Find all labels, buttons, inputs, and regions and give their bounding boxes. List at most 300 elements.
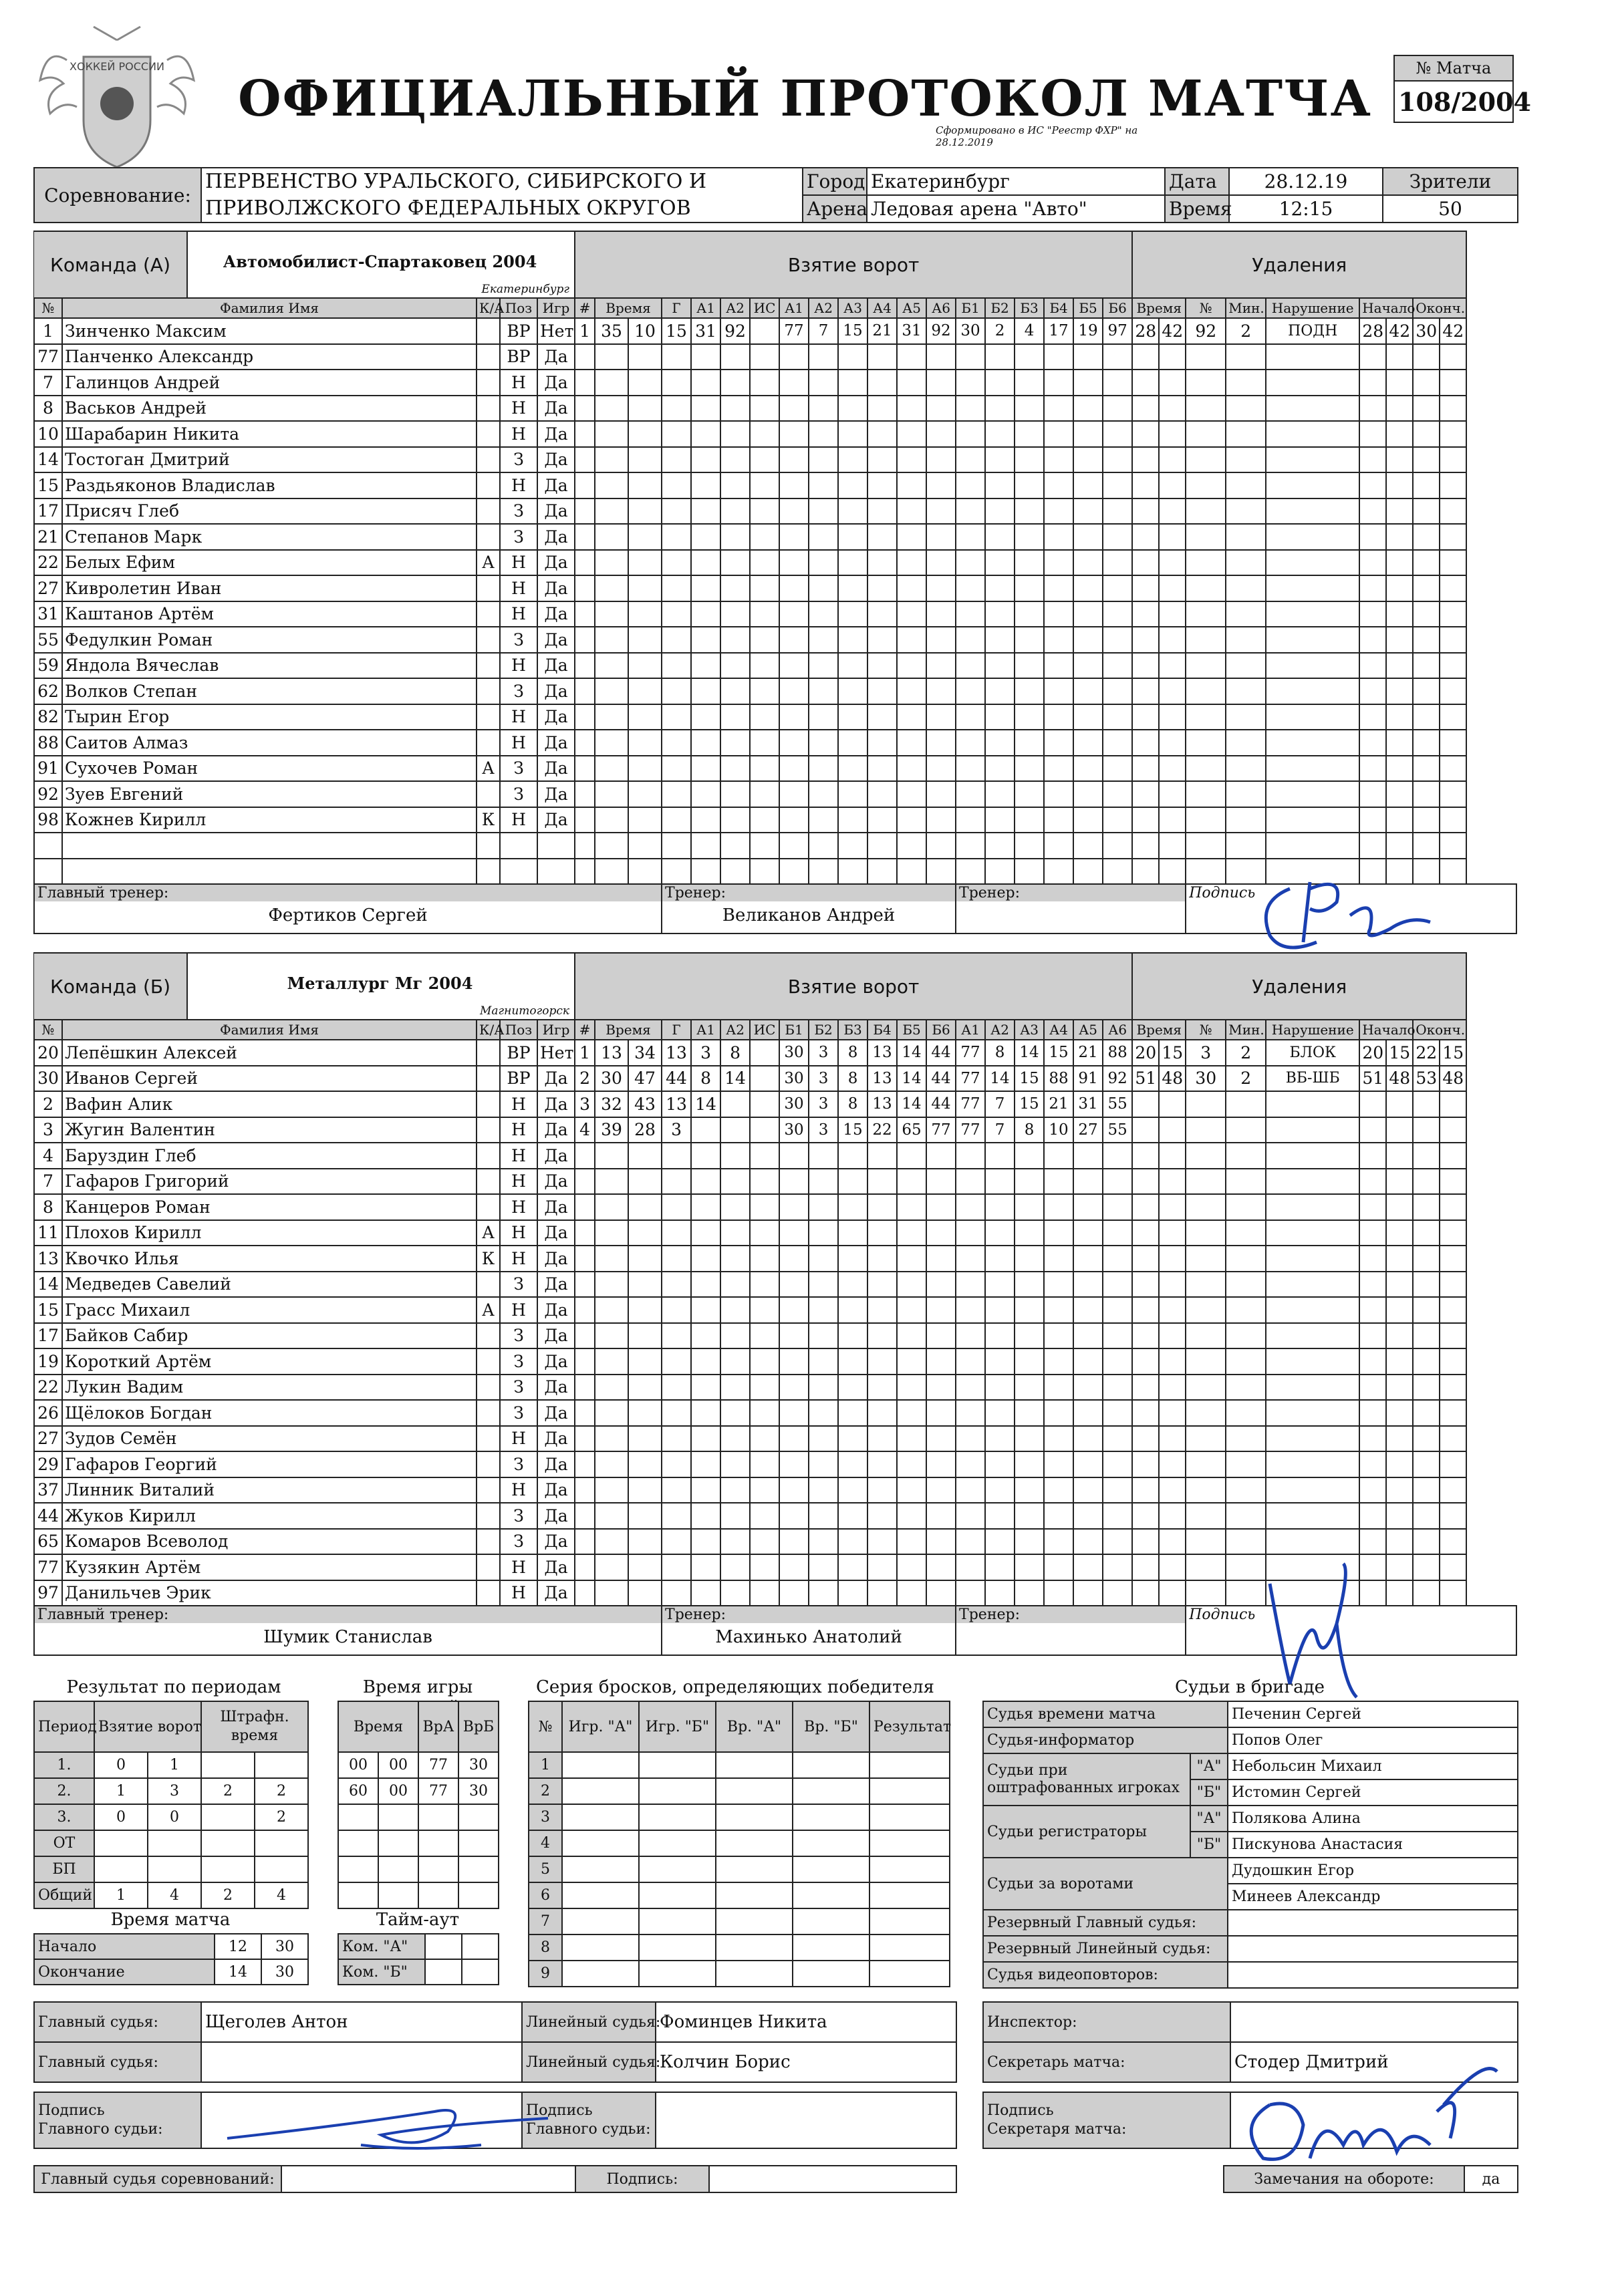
penalties-header: Удаления (1132, 231, 1466, 298)
goals-a: 1 (94, 1882, 148, 1908)
player-play: Да (537, 472, 575, 498)
goal-judge-1: Дудошкин Егор (1228, 1858, 1518, 1884)
sign-label: Подпись (1189, 1606, 1256, 1623)
player-ka (477, 1503, 500, 1529)
goals-b: 4 (148, 1882, 201, 1908)
arena: Ледовая арена "Авто" (867, 195, 1165, 223)
player-name: Линник Виталий (62, 1477, 477, 1503)
player-pos: ВР (500, 1040, 537, 1066)
goals-b (148, 1830, 201, 1856)
on-ice-player: 13 (867, 1040, 897, 1066)
sign-label: Подпись (987, 2102, 1054, 2119)
col-num: № (34, 1020, 62, 1040)
col-scorer: Г (662, 298, 691, 318)
on-ice-player: 55 (1103, 1117, 1132, 1143)
main-referee-sign-label: Главного судьи: (38, 2121, 163, 2138)
table-row (34, 1297, 1516, 1323)
on-ice-player: 88 (1044, 1066, 1073, 1092)
pim-b (255, 1856, 308, 1882)
player-number: 29 (34, 1451, 62, 1477)
match-info (33, 167, 1518, 223)
end-minute: 30 (261, 1959, 308, 1985)
table-row (529, 1752, 950, 1778)
time: 12:15 (1229, 195, 1383, 223)
player-number: 27 (34, 1426, 62, 1452)
on-ice-player: 15 (1015, 1091, 1044, 1117)
team-a-roster (33, 231, 1517, 934)
col-onice: А5 (897, 298, 926, 318)
a-label: "А" (1190, 1753, 1228, 1779)
player-number: 8 (34, 1194, 62, 1220)
goals-header: Взятие ворот (575, 231, 1132, 298)
team_b-city: Магнитогорск (480, 1004, 570, 1018)
remarks-label: Замечания на обороте: (1224, 2166, 1464, 2192)
player-pos: З (500, 781, 537, 807)
player-number: 62 (34, 678, 62, 704)
player-number: 14 (34, 1272, 62, 1298)
player-pos: Н (500, 601, 537, 627)
player-pos: З (500, 1529, 537, 1555)
timekeeper: Печенин Сергей (1228, 1701, 1518, 1727)
player-pos: Н (500, 472, 537, 498)
player-number: 27 (34, 575, 62, 601)
pen-end-sec: 42 (1440, 318, 1466, 344)
pen-violation: БЛОК (1266, 1040, 1359, 1066)
goal-scorer: 3 (662, 1117, 691, 1143)
timeout-b-label: Ком. "Б" (338, 1959, 425, 1985)
spectators: 50 (1383, 195, 1518, 223)
player-pos: З (500, 498, 537, 525)
penalty-judge-a: Небольсин Михаил (1228, 1753, 1518, 1779)
shootout (528, 1701, 950, 1987)
on-ice-player: 44 (926, 1066, 956, 1092)
coach-cell (662, 884, 956, 934)
goal-assist1: 8 (691, 1066, 720, 1092)
coach: Великанов Андрей (722, 905, 896, 925)
col-onice: Б2 (985, 298, 1015, 318)
player-ka (477, 1117, 500, 1143)
sign-label: Подпись (1189, 885, 1256, 901)
on-ice-player: 2 (985, 318, 1015, 344)
table-row (34, 1882, 308, 1908)
player-ka (477, 704, 500, 730)
arena-label: Арена (803, 195, 867, 223)
period: 3. (34, 1804, 94, 1830)
goalie-min: 00 (338, 1752, 378, 1778)
inspector-label: Инспектор: (983, 2002, 1230, 2042)
player-play: Да (537, 1246, 575, 1272)
col-onice: А6 (926, 298, 956, 318)
pim-a: 2 (201, 1882, 255, 1908)
col-goal-time: Время (595, 298, 662, 318)
player-ka (477, 575, 500, 601)
goal-number: 4 (575, 1117, 595, 1143)
goal-min: 32 (595, 1091, 628, 1117)
on-ice-player: 8 (985, 1040, 1015, 1066)
pen-min: 51 (1132, 1066, 1159, 1092)
pen-start-sec: 42 (1386, 318, 1413, 344)
on-ice-player: 15 (1044, 1040, 1073, 1066)
table-row (34, 344, 1516, 370)
on-ice-player: 13 (867, 1066, 897, 1092)
pen-minutes: 2 (1226, 1066, 1266, 1092)
player-pos: З (500, 1503, 537, 1529)
pen-start-sec: 15 (1386, 1040, 1413, 1066)
goals-col: Взятие ворот (94, 1701, 201, 1752)
player-name: Каштанов Артём (62, 601, 477, 627)
team_b-title: Команда (Б) (34, 954, 188, 1019)
goal-sec: 28 (628, 1117, 662, 1143)
secretary-signature-box (982, 2092, 1518, 2149)
on-ice-player: 44 (926, 1091, 956, 1117)
player-name: Иванов Сергей (62, 1066, 477, 1092)
player-play: Да (537, 1426, 575, 1452)
goal-is (750, 1066, 779, 1092)
main-referee-signature (201, 2092, 522, 2148)
player-play: Да (537, 1529, 575, 1555)
so-player-a-col: Игр. "А" (562, 1701, 639, 1752)
so-attempt: 4 (529, 1830, 562, 1856)
player-name: Короткий Артём (62, 1348, 477, 1375)
player-play: Да (537, 1091, 575, 1117)
registrars-label: Судьи регистраторы (983, 1806, 1190, 1858)
col-assist1: А1 (691, 298, 720, 318)
competition-line1: ПЕРВЕНСТВО УРАЛЬСКОГО, СИБИРСКОГО И (205, 170, 707, 193)
so-attempt: 6 (529, 1882, 562, 1908)
on-ice-player: 17 (1044, 318, 1073, 344)
head-coach: Фертиков Сергей (268, 905, 428, 925)
goalie-a-col: ВрА (418, 1701, 458, 1752)
player-number: 98 (34, 807, 62, 833)
player-name: Раздьяконов Владислав (62, 472, 477, 498)
secretary-signature (1230, 2092, 1518, 2148)
player-pos: Н (500, 1220, 537, 1246)
table-row (34, 1426, 1516, 1452)
on-ice-player: 88 (1103, 1040, 1132, 1066)
player-number: 11 (34, 1220, 62, 1246)
on-ice-player: 15 (1015, 1066, 1044, 1092)
city-label: Город (803, 168, 867, 195)
col-onice: А3 (838, 298, 867, 318)
table-row (34, 781, 1516, 807)
player-pos: З (500, 1451, 537, 1477)
pen-sec: 42 (1159, 318, 1186, 344)
player-play: Да (537, 653, 575, 679)
player-name: Квочко Илья (62, 1246, 477, 1272)
player-name: Зуев Евгений (62, 781, 477, 807)
table-row (34, 756, 1516, 782)
pen-end-min: 30 (1413, 318, 1440, 344)
player-pos: Н (500, 575, 537, 601)
player-number: 20 (34, 1040, 62, 1066)
player-play: Да (537, 550, 575, 576)
player-number: 22 (34, 550, 62, 576)
player-name: Зудов Семён (62, 1426, 477, 1452)
player-number: 4 (34, 1143, 62, 1169)
player-play: Да (537, 421, 575, 447)
pen-end-min: 22 (1413, 1040, 1440, 1066)
coach-sign-cell (1186, 1606, 1516, 1655)
table-row (34, 1040, 1516, 1066)
col-pen-num: № (1186, 298, 1226, 318)
pen-sec: 15 (1159, 1040, 1186, 1066)
table-row (34, 1477, 1516, 1503)
player-pos: З (500, 1323, 537, 1349)
col-pen-start: Начало (1359, 298, 1413, 318)
goalie-time (338, 1701, 499, 1909)
on-ice-player: 19 (1073, 318, 1103, 344)
goals-a: 1 (94, 1778, 148, 1804)
player-pos: Н (500, 1194, 537, 1220)
player-pos: Н (500, 1554, 537, 1580)
on-ice-player: 31 (897, 318, 926, 344)
col-is: ИС (750, 1020, 779, 1040)
on-ice-player: 30 (779, 1040, 809, 1066)
player-ka (477, 1580, 500, 1606)
player-name: Саитов Алмаз (62, 730, 477, 756)
video-label: Судья видеоповторов: (983, 1962, 1228, 1988)
on-ice-player: 3 (809, 1091, 838, 1117)
on-ice-player: 3 (809, 1117, 838, 1143)
coach-sign-cell (1186, 884, 1516, 934)
so-goalie-b-col: Вр. "Б" (793, 1701, 869, 1752)
pen-sec: 48 (1159, 1066, 1186, 1092)
table-row (34, 859, 1516, 885)
sign-label: Подпись (526, 2102, 593, 2119)
player-name: Жуков Кирилл (62, 1503, 477, 1529)
table-row (529, 1908, 950, 1934)
player-pos: Н (500, 1169, 537, 1195)
col-pen-start: Начало (1359, 1020, 1413, 1040)
goal-sec: 47 (628, 1066, 662, 1092)
goalie-b: 30 (458, 1752, 499, 1778)
player-play: Нет (537, 1040, 575, 1066)
player-ka (477, 730, 500, 756)
col-onice: Б5 (897, 1020, 926, 1040)
player-name: Байков Сабир (62, 1323, 477, 1349)
player-play: Да (537, 1143, 575, 1169)
on-ice-player: 14 (1015, 1040, 1044, 1066)
player-number: 13 (34, 1246, 62, 1272)
goal-min: 13 (595, 1040, 628, 1066)
player-number: 2 (34, 1091, 62, 1117)
player-name: Белых Ефим (62, 550, 477, 576)
player-play: Да (537, 1272, 575, 1298)
on-ice-player: 30 (956, 318, 985, 344)
pim-a (201, 1856, 255, 1882)
shootout-title: Серия бросков, определяющих победителя (536, 1677, 934, 1697)
player-number: 3 (34, 1117, 62, 1143)
goal-is (750, 318, 779, 344)
referee-signatures (33, 2092, 957, 2149)
so-attempt: 5 (529, 1856, 562, 1882)
on-ice-player: 8 (838, 1040, 867, 1066)
player-name: Лукин Вадим (62, 1375, 477, 1401)
date: 28.12.19 (1229, 168, 1383, 195)
col-goal-num: # (575, 1020, 595, 1040)
pen-min: 20 (1132, 1040, 1159, 1066)
period: Общий (34, 1882, 94, 1908)
competition-label: Соревнование: (34, 168, 201, 223)
player-pos: З (500, 756, 537, 782)
col-assist2: А2 (720, 298, 750, 318)
on-ice-player: 8 (838, 1091, 867, 1117)
timeouts (338, 1933, 499, 1985)
table-row (34, 1220, 1516, 1246)
linesman-label: Линейный судья: (522, 2042, 656, 2082)
player-ka (477, 1040, 500, 1066)
col-pos: Поз (500, 1020, 537, 1040)
head-coach-label: Главный тренер: (35, 1606, 661, 1623)
col-onice: А2 (809, 298, 838, 318)
secretary: Стодер Дмитрий (1230, 2042, 1518, 2082)
col-onice: Б3 (1015, 298, 1044, 318)
goals-a (94, 1830, 148, 1856)
table-row (34, 1143, 1516, 1169)
player-pos: Н (500, 421, 537, 447)
player-pos: З (500, 678, 537, 704)
player-number: 7 (34, 1169, 62, 1195)
player-ka (477, 1143, 500, 1169)
player-pos: Н (500, 370, 537, 396)
on-ice-player: 30 (779, 1117, 809, 1143)
player-pos: Н (500, 1091, 537, 1117)
pen-minutes: 2 (1226, 1040, 1266, 1066)
goalie-time-title: Время игры (362, 1677, 473, 1697)
goalie-min: 60 (338, 1778, 378, 1804)
head-coach-cell (34, 884, 662, 934)
player-ka (477, 1554, 500, 1580)
on-ice-player: 30 (779, 1091, 809, 1117)
table-row (529, 1804, 950, 1830)
pim-a (201, 1830, 255, 1856)
player-ka (477, 1194, 500, 1220)
page-title: ОФИЦИАЛЬНЫЙ ПРОТОКОЛ МАТЧА (238, 70, 1372, 128)
player-pos: Н (500, 807, 537, 833)
player-pos: Н (500, 1117, 537, 1143)
match-number-box (1393, 55, 1531, 123)
table-row (34, 447, 1516, 473)
player-name (62, 859, 477, 885)
coach-label: Тренер: (956, 885, 1185, 901)
player-ka (477, 653, 500, 679)
player-play: Да (537, 575, 575, 601)
player-number: 92 (34, 781, 62, 807)
player-pos: Н (500, 730, 537, 756)
player-pos: З (500, 1348, 537, 1375)
player-pos: ВР (500, 318, 537, 344)
player-play (537, 859, 575, 885)
col-pen-end: Оконч. (1413, 298, 1466, 318)
player-play: Да (537, 1220, 575, 1246)
pim-b (255, 1752, 308, 1778)
match-time (33, 1933, 309, 1985)
goal-sec: 34 (628, 1040, 662, 1066)
table-row (34, 1348, 1516, 1375)
goal-sec: 10 (628, 318, 662, 344)
player-number: 17 (34, 1323, 62, 1349)
goalie-a: 77 (418, 1778, 458, 1804)
reserve-main-label: Резервный Главный судья: (983, 1910, 1228, 1936)
table-row (34, 1246, 1516, 1272)
on-ice-player: 77 (956, 1091, 985, 1117)
player-name: Волков Степан (62, 678, 477, 704)
player-ka (477, 472, 500, 498)
player-name: Кузякин Артём (62, 1554, 477, 1580)
col-num: № (34, 298, 62, 318)
goal-assist2: 8 (720, 1040, 750, 1066)
player-number: 15 (34, 1297, 62, 1323)
so-result-col: Результат (869, 1701, 950, 1752)
informer-label: Судья-информатор (983, 1727, 1228, 1753)
informer: Попов Олег (1228, 1727, 1518, 1753)
player-number: 7 (34, 370, 62, 396)
player-number: 82 (34, 704, 62, 730)
timeout-title: Тайм-аут (376, 1910, 460, 1930)
table-row (34, 1091, 1516, 1117)
on-ice-player: 14 (897, 1091, 926, 1117)
pen-violation: ПОДН (1266, 318, 1359, 344)
col-pen-time: Время (1132, 298, 1186, 318)
pen-end-sec: 48 (1440, 1066, 1466, 1092)
table-row (34, 730, 1516, 756)
col-onice: Б1 (779, 1020, 809, 1040)
player-pos: З (500, 627, 537, 653)
col-onice: А2 (985, 1020, 1015, 1040)
registrar-b: Пискунова Анастасия (1228, 1832, 1518, 1858)
player-number: 30 (34, 1066, 62, 1092)
player-name: Вафин Алик (62, 1091, 477, 1117)
col-pen-violation: Нарушение (1266, 1020, 1359, 1040)
player-play: Да (537, 807, 575, 833)
coach-cell (662, 1606, 956, 1655)
player-name: Яндола Вячеслав (62, 653, 477, 679)
on-ice-player: 21 (867, 318, 897, 344)
pim-b (255, 1830, 308, 1856)
player-number: 19 (34, 1348, 62, 1375)
player-pos: Н (500, 1143, 537, 1169)
player-name: Грасс Михаил (62, 1297, 477, 1323)
player-play: Нет (537, 318, 575, 344)
team_a-title: Команда (А) (34, 232, 188, 297)
player-play: Да (537, 730, 575, 756)
end-label: Окончание (34, 1959, 215, 1985)
player-pos: Н (500, 396, 537, 422)
player-name: Жугин Валентин (62, 1117, 477, 1143)
goal-assist1 (691, 1117, 720, 1143)
player-ka (477, 1400, 500, 1426)
player-ka (477, 1066, 500, 1092)
player-ka (477, 344, 500, 370)
on-ice-player: 14 (897, 1040, 926, 1066)
spectators-label: Зрители (1383, 168, 1518, 195)
player-ka: А (477, 1220, 500, 1246)
player-number: 77 (34, 1554, 62, 1580)
player-play: Да (537, 1451, 575, 1477)
table-row (529, 1856, 950, 1882)
so-attempt: 8 (529, 1934, 562, 1961)
team_a-header (49, 231, 575, 298)
goalie-a: 77 (418, 1752, 458, 1778)
so-player-b-col: Игр. "Б" (639, 1701, 716, 1752)
col-onice: Б6 (926, 1020, 956, 1040)
col-onice: Б6 (1103, 298, 1132, 318)
goal-scorer: 13 (662, 1091, 691, 1117)
on-ice-player: 77 (926, 1117, 956, 1143)
sign-label: Подпись (38, 2102, 105, 2119)
player-play: Да (537, 447, 575, 473)
player-number: 77 (34, 344, 62, 370)
